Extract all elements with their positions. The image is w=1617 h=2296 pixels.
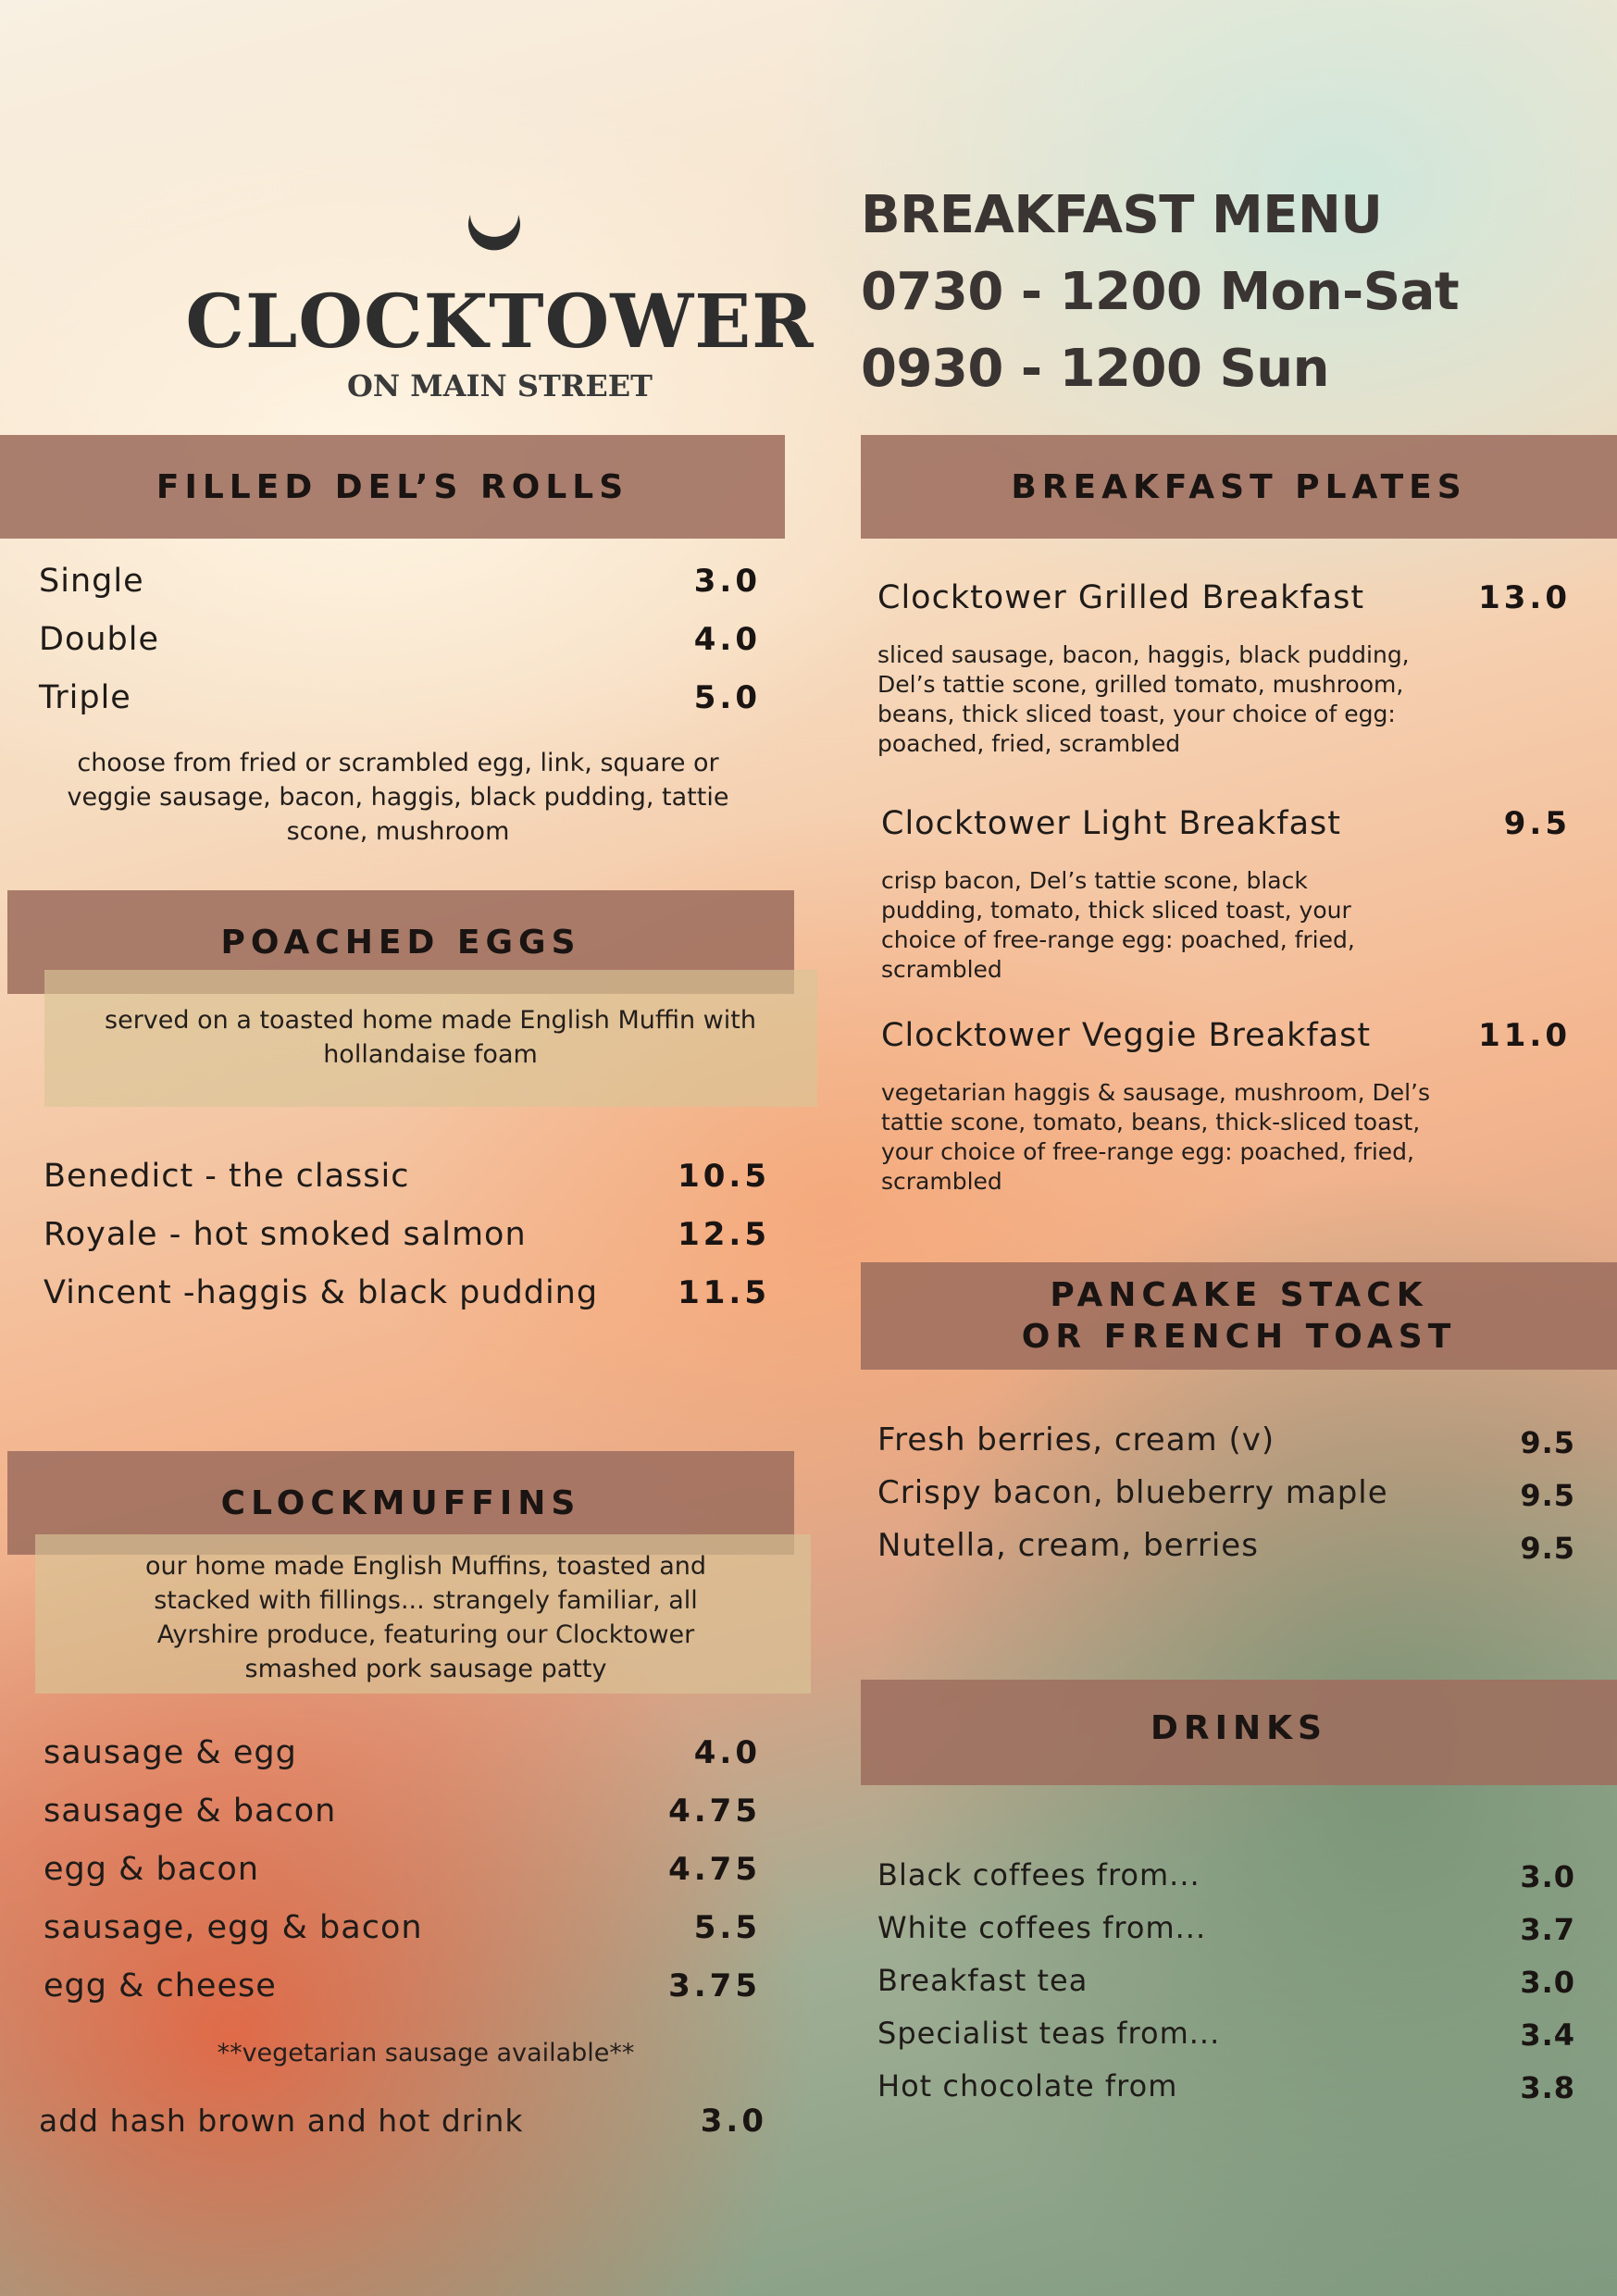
brand-subtitle: ON MAIN STREET [347, 368, 653, 403]
menu-price: 11.0 [1478, 1017, 1571, 1054]
menu-item: Crispy bacon, blueberry maple [877, 1474, 1388, 1511]
menu-price: 4.75 [668, 1851, 761, 1888]
menu-price: 11.5 [678, 1274, 770, 1311]
section-header-pancakes [861, 1262, 1617, 1370]
menu-item: sausage & bacon [44, 1793, 337, 1830]
menu-item-addon: add hash brown and hot drink [39, 2103, 524, 2139]
menu-item: Vincent -haggis & black pudding [44, 1274, 599, 1311]
menu-item: Double [39, 621, 160, 658]
section-title: POACHED EGGS [220, 923, 581, 962]
clockmuffins-note: our home made English Muffins, toasted and stacked with fillings... strangely familiar, all Ayrshire produce, featuring our Clocktower smashed pork sausage patty [145, 1552, 706, 1683]
menu-price: 3.7 [1520, 1912, 1575, 1947]
crescent-moon-icon [463, 196, 526, 259]
menu-price: 3.4 [1520, 2017, 1575, 2053]
section-title: BREAKFAST PLATES [1011, 467, 1467, 506]
menu-price: 12.5 [678, 1216, 770, 1253]
menu-price: 4.75 [668, 1793, 761, 1830]
menu-item: sausage & egg [44, 1734, 297, 1771]
section-header-breakfast-plates [861, 435, 1617, 539]
menu-item-description: vegetarian haggis & sausage, mushroom, Del’s tattie scone, tomato, beans, thick-sliced toast, your choice of free-range egg: poached, fried, scrambled [881, 1079, 1431, 1195]
menu-price: 3.0 [700, 2103, 767, 2140]
menu-price: 3.0 [1520, 1965, 1575, 2000]
menu-item: egg & bacon [44, 1851, 260, 1888]
menu-item-description: sliced sausage, bacon, haggis, black pudding, Del’s tattie scone, grilled tomato, mushroom, beans, thick sliced toast, your choice of egg: poached, fried, scrambled [877, 641, 1410, 757]
menu-item: sausage, egg & bacon [44, 1909, 423, 1946]
menu-item-description: crisp bacon, Del’s tattie scone, black pudding, tomato, thick sliced toast, your choice of free-range egg: poached, fried, scrambled [881, 867, 1355, 983]
menu-item: Single [39, 563, 144, 600]
menu-price: 4.0 [693, 621, 761, 658]
menu-price: 9.5 [1520, 1425, 1575, 1460]
menu-price: 5.5 [693, 1909, 761, 1946]
menu-title: BREAKFAST MENU [861, 185, 1383, 245]
menu-item: Specialist teas from... [877, 2016, 1221, 2051]
menu-price: 3.0 [693, 563, 761, 600]
section-title-line2: OR FRENCH TOAST [1021, 1318, 1457, 1356]
menu-item: Nutella, cream, berries [877, 1527, 1259, 1564]
menu-item: White coffees from... [877, 1910, 1207, 1945]
menu-price: 3.75 [668, 1967, 761, 2004]
rolls-note: choose from fried or scrambled egg, link, square or veggie sausage, bacon, haggis, black pudding, tattie scone, mushroom [67, 749, 729, 846]
menu-item: Clocktower Light Breakfast [881, 805, 1341, 842]
menu-price: 13.0 [1478, 579, 1571, 616]
menu-item: Triple [39, 679, 131, 716]
menu-price: 9.5 [1520, 1478, 1575, 1513]
menu-item: Royale - hot smoked salmon [44, 1216, 527, 1253]
section-title: FILLED DEL’S ROLLS [155, 467, 629, 506]
vegetarian-note: **vegetarian sausage available** [217, 2039, 635, 2067]
menu-price: 9.5 [1520, 1531, 1575, 1566]
menu-item: Breakfast tea [877, 1963, 1088, 1998]
menu-item: Black coffees from... [877, 1857, 1200, 1893]
menu-item: Benedict - the classic [44, 1158, 410, 1195]
section-title-line1: PANCAKE STACK [1050, 1276, 1428, 1314]
menu-price: 9.5 [1503, 805, 1571, 842]
hours-sunday: 0930 - 1200 Sun [861, 339, 1330, 399]
menu-item: egg & cheese [44, 1967, 277, 2004]
section-header-rolls [0, 435, 785, 539]
section-header-drinks [861, 1680, 1617, 1785]
menu-item: Fresh berries, cream (v) [877, 1421, 1275, 1458]
menu-price: 5.0 [693, 679, 761, 716]
menu-price: 10.5 [678, 1158, 770, 1195]
menu-price: 3.0 [1520, 1859, 1575, 1894]
hours-weekday: 0730 - 1200 Mon-Sat [861, 262, 1460, 322]
menu-item: Clocktower Veggie Breakfast [881, 1017, 1372, 1054]
poached-note: served on a toasted home made English Muffin with hollandaise foam [105, 1006, 756, 1069]
menu-item: Clocktower Grilled Breakfast [877, 579, 1365, 616]
menu-price: 3.8 [1520, 2070, 1575, 2105]
brand-name: CLOCKTOWER [185, 278, 815, 365]
menu-item: Hot chocolate from [877, 2068, 1178, 2104]
section-title: CLOCKMUFFINS [220, 1483, 581, 1522]
menu-price: 4.0 [693, 1734, 761, 1771]
section-title: DRINKS [1151, 1709, 1327, 1747]
